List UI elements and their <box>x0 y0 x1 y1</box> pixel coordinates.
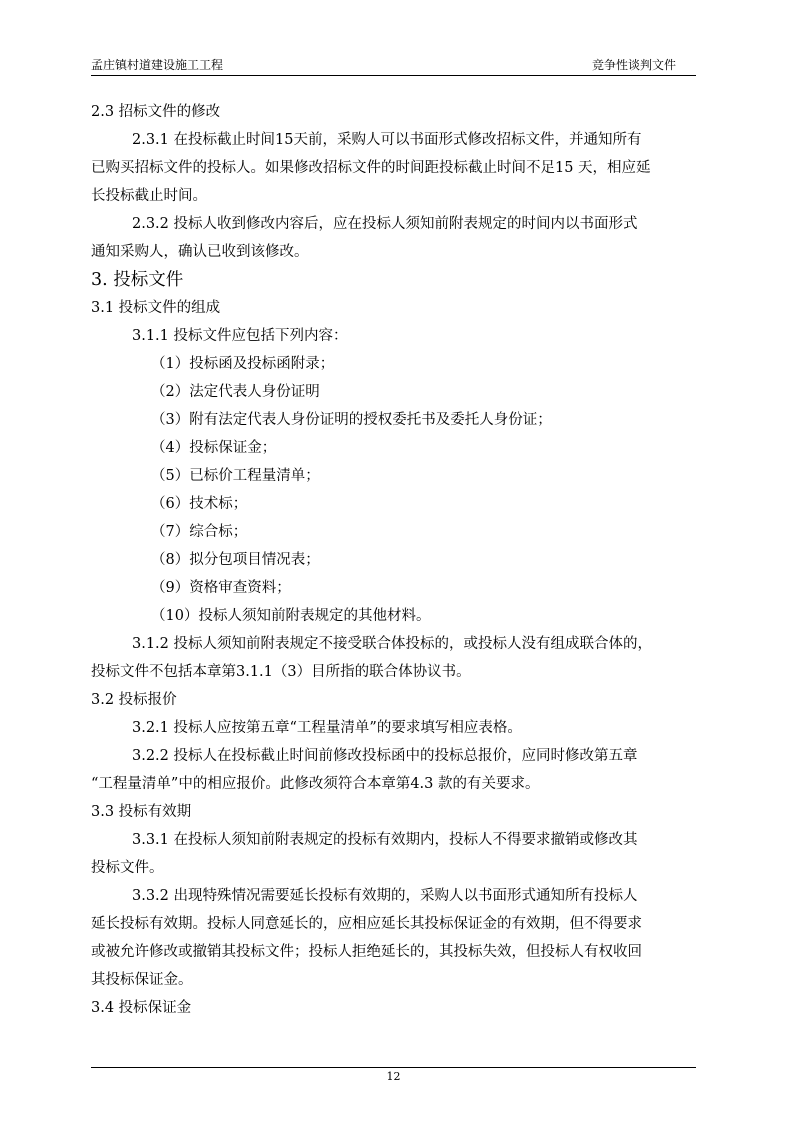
text-line: 投标文件。 <box>91 860 164 876</box>
text-line: （3）附有法定代表人身份证明的授权委托书及委托人身份证； <box>151 412 552 428</box>
text-line: 3.2.1 投标人应按第五章“工程量清单”的要求填写相应表格。 <box>132 720 522 736</box>
text-line: 3.3.2 出现特殊情况需要延长投标有效期的，采购人以书面形式通知所有投标人 <box>132 888 638 904</box>
text-line: （2）法定代表人身份证明 <box>151 384 320 400</box>
text-line: （7）综合标； <box>151 524 248 540</box>
text-line: 3.3 投标有效期 <box>91 804 192 820</box>
text-line: 3.2.2 投标人在投标截止时间前修改投标函中的投标总报价，应同时修改第五章 <box>132 748 638 764</box>
text-line: 3.1 投标文件的组成 <box>91 300 221 316</box>
text-line: “工程量清单”中的相应报价。此修改须符合本章第4.3 款的有关要求。 <box>91 776 540 792</box>
text-line: （5）已标价工程量清单； <box>151 468 320 484</box>
document-body <box>91 98 696 1022</box>
text-line: （1）投标函及投标函附录； <box>151 356 335 372</box>
text-line: 延长投标有效期。投标人同意延长的，应相应延长其投标保证金的有效期，但不得要求 <box>91 916 642 932</box>
text-line: 或被允许修改或撤销其投标文件；投标人拒绝延长的，其投标失效，但投标人有权收回 <box>91 944 642 960</box>
text-line: 2.3.1 在投标截止时间15天前，采购人可以书面形式修改招标文件，并通知所有 <box>132 132 642 148</box>
text-line: 3.3.1 在投标人须知前附表规定的投标有效期内，投标人不得要求撤销或修改其 <box>132 832 638 848</box>
text-line: （9）资格审查资料； <box>151 580 291 596</box>
text-line: 3.2 投标报价 <box>91 692 177 708</box>
page-number: 12 <box>386 1070 401 1083</box>
text-line: 长投标截止时间。 <box>91 188 207 204</box>
text-line: 2.3.2 投标人收到修改内容后，应在投标人须知前附表规定的时间内以书面形式 <box>132 216 638 232</box>
text-line: 3.4 投标保证金 <box>91 1000 192 1016</box>
page-header <box>91 56 696 76</box>
text-line: （6）技术标； <box>151 496 248 512</box>
section-heading: 3. 投标文件 <box>91 270 184 290</box>
text-line: 其投标保证金。 <box>91 972 193 988</box>
text-line: 3.1.1 投标文件应包括下列内容： <box>132 328 348 344</box>
text-line: 已购买招标文件的投标人。如果修改招标文件的时间距投标截止时间不足15 天，相应延 <box>91 160 651 176</box>
text-line: （8）拟分包项目情况表； <box>151 552 320 568</box>
text-line: （4）投标保证金； <box>151 440 277 456</box>
header-project-title: 孟庄镇村道建设施工工程 <box>91 58 224 72</box>
header-document-type: 竞争性谈判文件 <box>591 58 676 72</box>
text-line: （10）投标人须知前附表规定的其他材料。 <box>151 608 431 624</box>
text-line: 3.1.2 投标人须知前附表规定不接受联合体投标的，或投标人没有组成联合体的， <box>132 636 653 652</box>
text-line: 通知采购人，确认已收到该修改。 <box>91 244 309 260</box>
text-line: 2.3 招标文件的修改 <box>91 104 221 120</box>
text-line: 投标文件不包括本章第3.1.1（3）目所指的联合体协议书。 <box>91 664 471 680</box>
page-footer <box>91 1067 696 1083</box>
